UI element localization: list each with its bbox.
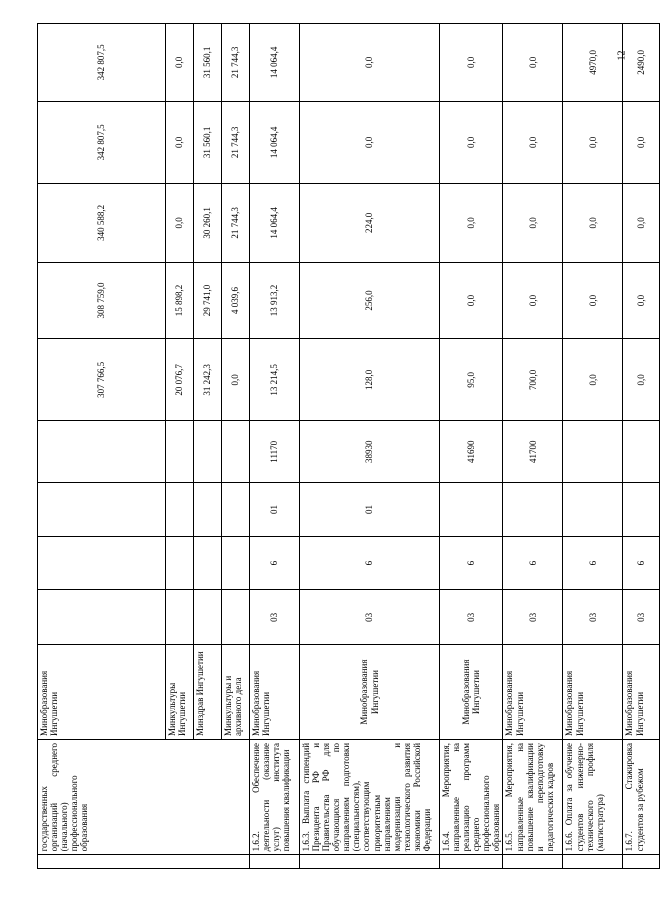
amount-cell: 14 064,4 [250, 101, 300, 183]
executor-cell: Минобразования Ингушетии [300, 645, 440, 740]
rz-cell: 6 [503, 536, 563, 590]
amount-cell: 0,0 [503, 262, 563, 339]
amount-cell: 31 242,3 [194, 339, 222, 421]
csr-cell: 11170 [250, 421, 300, 483]
csr-cell: 41690 [440, 421, 503, 483]
amount-cell: 15 898,2 [166, 262, 194, 339]
executor-cell: Минздрав Ингушетии [194, 645, 222, 740]
csr-cell: 38930 [300, 421, 440, 483]
pr-cell [222, 483, 250, 537]
csr-cell [623, 421, 660, 483]
pr-cell: 01 [300, 483, 440, 537]
amount-cell: 0,0 [440, 262, 503, 339]
csr-cell [194, 421, 222, 483]
amount-cell: 95,0 [440, 339, 503, 421]
budget-table [37, 23, 660, 869]
executor-cell: Минкультуры Ингушетии [166, 645, 194, 740]
executor-cell: Минобразования Ингушетии [38, 645, 166, 740]
grbs-cell: 03 [440, 590, 503, 645]
rz-cell [38, 536, 166, 590]
amount-cell: 0,0 [623, 183, 660, 262]
grbs-cell [194, 590, 222, 645]
amount-cell: 308 759,0 [38, 262, 166, 339]
amount-cell: 0,0 [623, 339, 660, 421]
amount-cell: 0,0 [503, 183, 563, 262]
pr-cell [440, 483, 503, 537]
rz-cell: 6 [563, 536, 623, 590]
executor-cell: Минобразования Ингушетии [563, 645, 623, 740]
amount-cell: 14 064,4 [250, 24, 300, 102]
grbs-cell: 03 [563, 590, 623, 645]
row-number-cell [38, 855, 250, 869]
amount-cell: 0,0 [166, 101, 194, 183]
amount-cell: 0,0 [300, 101, 440, 183]
amount-cell: 0,0 [563, 262, 623, 339]
csr-cell: 41700 [503, 421, 563, 483]
executor-cell: Минкультуры и архивного дела [222, 645, 250, 740]
activity-name-cell: 1.6.7. Стажировка студентов за рубежом [623, 739, 660, 854]
amount-cell: 0,0 [440, 24, 503, 102]
row-number-cell [623, 855, 660, 869]
amount-cell: 700,0 [503, 339, 563, 421]
amount-cell: 0,0 [440, 183, 503, 262]
rz-cell: 6 [300, 536, 440, 590]
amount-cell: 31 560,1 [194, 101, 222, 183]
amount-cell: 0,0 [300, 24, 440, 102]
amount-cell: 128,0 [300, 339, 440, 421]
amount-cell: 31 560,1 [194, 24, 222, 102]
rz-cell: 6 [623, 536, 660, 590]
pr-cell [563, 483, 623, 537]
amount-cell: 20 076,7 [166, 339, 194, 421]
csr-cell [563, 421, 623, 483]
table-body [38, 24, 660, 869]
amount-cell: 21 744,3 [222, 183, 250, 262]
amount-cell: 224,0 [300, 183, 440, 262]
amount-cell: 0,0 [166, 183, 194, 262]
amount-cell: 21 744,3 [222, 101, 250, 183]
amount-cell: 0,0 [222, 339, 250, 421]
amount-cell: 0,0 [503, 24, 563, 102]
grbs-cell: 03 [300, 590, 440, 645]
grbs-cell: 03 [250, 590, 300, 645]
row-number-cell [300, 855, 440, 869]
amount-cell: 0,0 [503, 101, 563, 183]
amount-cell: 4970,0 [563, 24, 623, 102]
activity-name-cell: 1.6.2. Обеспечение деятельности (оказание услуг) института повышения квалификации [250, 739, 300, 854]
activity-name-cell: 1.6.3. Выплата стипендий Президента РФ и Правительства РФ для обучающихся по направлениям подготовки (специальностям), соответствующим приоритетным направлениям модернизации и технологического развития экономики Российской Федерации [300, 739, 440, 854]
amount-cell: 13 913,2 [250, 262, 300, 339]
amount-cell: 0,0 [440, 101, 503, 183]
amount-cell: 0,0 [623, 101, 660, 183]
rz-cell: 6 [250, 536, 300, 590]
rz-cell [222, 536, 250, 590]
amount-cell: 342 807,5 [38, 24, 166, 102]
amount-cell: 4 039,6 [222, 262, 250, 339]
row-number-cell [440, 855, 503, 869]
row-number-cell [563, 855, 623, 869]
amount-cell: 0,0 [166, 24, 194, 102]
amount-cell: 256,0 [300, 262, 440, 339]
row-number-cell [503, 855, 563, 869]
executor-cell: Минобразования Ингушетии [440, 645, 503, 740]
rotated-table-container [37, 23, 647, 869]
grbs-cell [166, 590, 194, 645]
grbs-cell: 03 [503, 590, 563, 645]
rz-cell: 6 [440, 536, 503, 590]
amount-cell: 21 744,3 [222, 24, 250, 102]
grbs-cell: 03 [623, 590, 660, 645]
executor-cell: Минобразования Ингушетии [250, 645, 300, 740]
activity-name-cell: 1.6.6. Оплата за обучение студентов инженерно-технического профиля (магистратура) [563, 739, 623, 854]
amount-cell: 2490,0 [623, 24, 660, 102]
csr-cell [38, 421, 166, 483]
page-number: 12 [616, 50, 628, 60]
amount-cell: 0,0 [563, 183, 623, 262]
amount-cell: 29 741,0 [194, 262, 222, 339]
pr-cell [166, 483, 194, 537]
amount-cell: 0,0 [623, 262, 660, 339]
executor-cell: Минобразования Ингушетии [623, 645, 660, 740]
row-number-cell [250, 855, 300, 869]
csr-cell [166, 421, 194, 483]
amount-cell: 342 807,5 [38, 101, 166, 183]
amount-cell: 14 064,4 [250, 183, 300, 262]
grbs-cell [38, 590, 166, 645]
rz-cell [166, 536, 194, 590]
executor-cell: Минобразования Ингушетии [503, 645, 563, 740]
amount-cell: 307 766,5 [38, 339, 166, 421]
pr-cell [194, 483, 222, 537]
activity-name-cell: 1.6.4. Мероприятия, направленные на реализацию программ среднего профессионального образования [440, 739, 503, 854]
amount-cell: 0,0 [563, 339, 623, 421]
pr-cell [38, 483, 166, 537]
amount-cell: 13 214,5 [250, 339, 300, 421]
activity-name-cell: государственных организаций среднего (начального) профессионального образования [38, 739, 250, 854]
pr-cell [623, 483, 660, 537]
grbs-cell [222, 590, 250, 645]
amount-cell: 30 260,1 [194, 183, 222, 262]
pr-cell: 01 [250, 483, 300, 537]
pr-cell [503, 483, 563, 537]
csr-cell [222, 421, 250, 483]
activity-name-cell: 1.6.5. Мероприятия, направленные на повышение квалификации и переподготовку педагогических кадров [503, 739, 563, 854]
amount-cell: 0,0 [563, 101, 623, 183]
rz-cell [194, 536, 222, 590]
amount-cell: 340 588,2 [38, 183, 166, 262]
